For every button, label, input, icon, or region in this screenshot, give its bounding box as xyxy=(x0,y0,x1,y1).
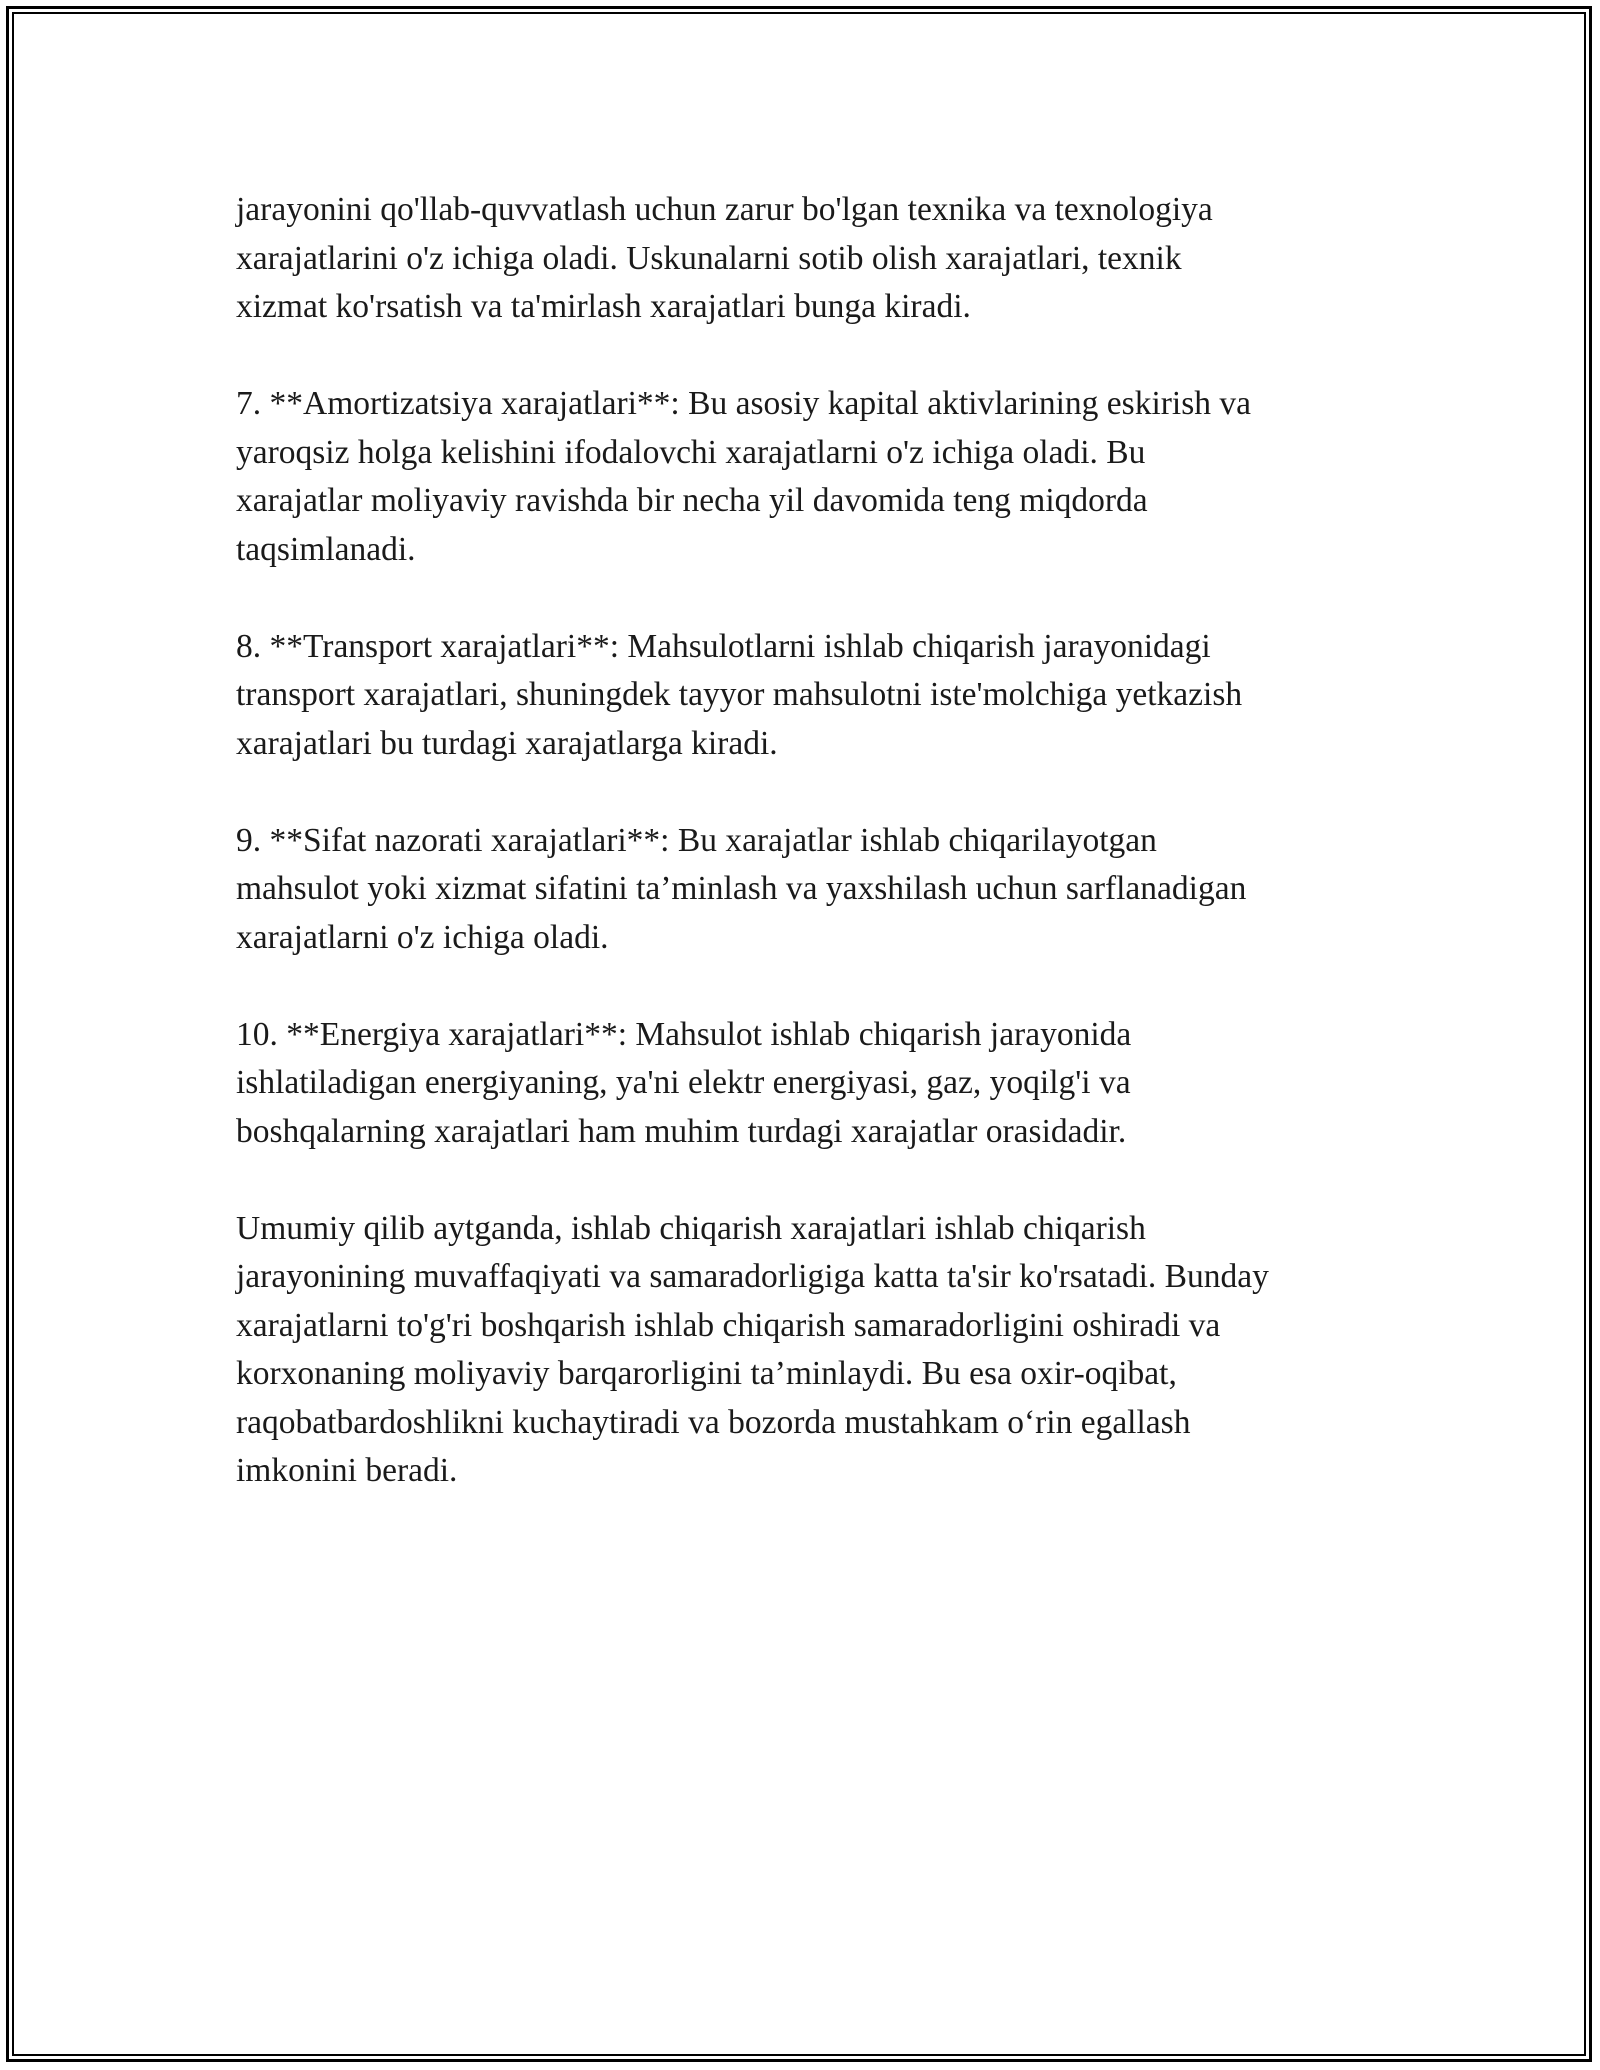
paragraph-energy-costs: 10. **Energiya xarajatlari**: Mahsulot ishlab chiqarish jarayonida ishlatiladigan energiyaning, ya'ni elektr energiyasi, gaz, yoqilg'i va boshqalarning xarajatlari ham muhim turdagi xarajatlar orasidadir. xyxy=(236,1015,1132,1150)
paragraph-transport-costs: 8. **Transport xarajatlari**: Mahsulotlarni ishlab chiqarish jarayonidagi transport xarajatlari, shuningdek tayyor mahsulotni iste'molchiga yetkazish xarajatlari bu turdagi xarajatlarga kiradi. xyxy=(236,627,1243,762)
document-body xyxy=(236,186,1386,1544)
paragraph-conclusion: Umumiy qilib aytganda, ishlab chiqarish xarajatlari ishlab chiqarish jarayonining muvaffaqiyati va samaradorligiga katta ta'sir ko'rsatadi. Bunday xarajatlarni to'g'ri boshqarish ishlab chiqarish samaradorligini oshiradi va korxonaning moliyaviy barqarorligini ta’minlaydi. Bu esa oxir-oqibat, raqobatbardoshlikni kuchaytiradi va bozorda mustahkam o‘rin egallash imkonini beradi. xyxy=(236,1209,1269,1489)
paragraph-quality-control-costs: 9. **Sifat nazorati xarajatlari**: Bu xarajatlar ishlab chiqarilayotgan mahsulot yoki xizmat sifatini ta’minlash va yaxshilash uchun sarflanadigan xarajatlarni o'z ichiga oladi. xyxy=(236,821,1247,956)
paragraph-amortization-costs: 7. **Amortizatsiya xarajatlari**: Bu asosiy kapital aktivlarining eskirish va yaroqsiz holga kelishini ifodalovchi xarajatlarni o'z ichiga oladi. Bu xarajatlar moliyaviy ravishda bir necha yil davomida teng miqdorda taqsimlanadi. xyxy=(236,385,1251,568)
paragraph-intro-continuation: jarayonini qo'llab-quvvatlash uchun zarur bo'lgan texnika va texnologiya xarajatlarini o'z ichiga oladi. Uskunalarni sotib olish xarajatlari, texnik xizmat ko'rsatish va ta'mirlash xarajatlari bunga kiradi. xyxy=(236,191,1213,325)
